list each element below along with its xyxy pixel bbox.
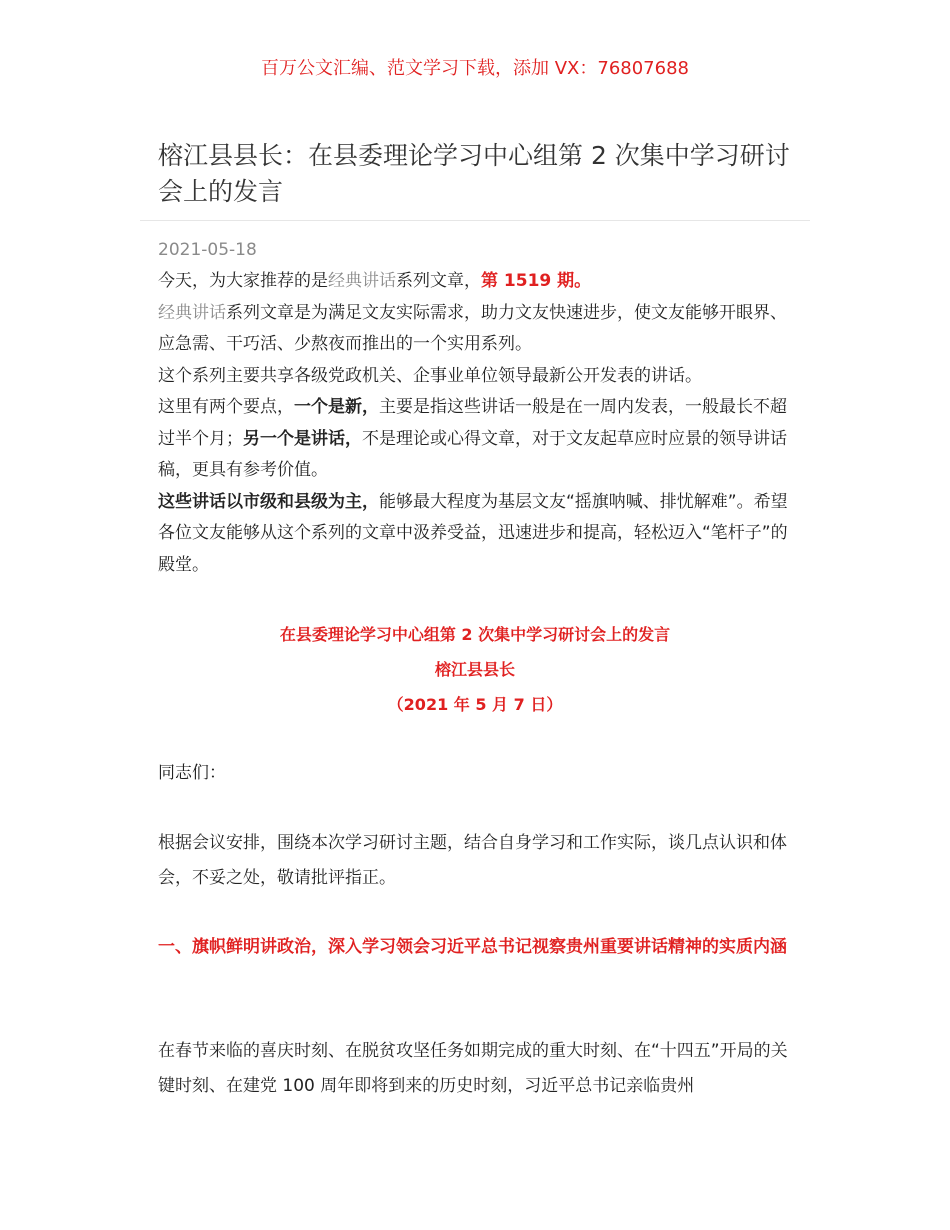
series-name: 经典讲话 xyxy=(158,302,226,323)
key-point-speech: 另一个是讲话， xyxy=(243,428,362,449)
issue-number: 第 1519 期。 xyxy=(481,271,592,291)
promo-banner: 百万公文汇编、范文学习下载，添加 VX：76807688 xyxy=(261,58,689,79)
article-title: 榕江县县长：在县委理论学习中心组第 2 次集中学习研讨会上的发言 xyxy=(158,141,790,206)
intro-paragraph-3: 这个系列主要共享各级党政机关、企事业单位领导最新公开发表的讲话。 xyxy=(158,365,702,386)
intro-paragraph-4 xyxy=(158,392,798,487)
intro-section xyxy=(158,266,798,581)
intro-paragraph-1 xyxy=(158,266,798,298)
intro-text: 不是理论或心得文章，对于文友起草应时应景的领导讲话稿，更具有参考价值。 xyxy=(158,428,787,480)
salutation: 同志们： xyxy=(158,763,226,783)
intro-text: 今天，为大家推荐的是 xyxy=(158,271,328,291)
article-date: 2021-05-18 xyxy=(158,240,257,260)
intro-paragraph-2 xyxy=(158,298,798,361)
series-name: 经典讲话 xyxy=(328,271,396,291)
section-1-paragraph: 在春节来临的喜庆时刻、在脱贫攻坚任务如期完成的重大时刻、在“十四五”开局的关键时刻、在建党 100 周年即将到来的历史时刻，习近平总书记亲临贵州 xyxy=(158,1041,788,1096)
speech-speaker: 榕江县县长 xyxy=(434,660,515,679)
intro-text: 能够最大程度为基层文友“摇旗呐喊、排忧解难”。希望各位文友能够从这个系列的文章中汲养受益，迅速进步和提高，轻松迈入“笔杆子”的殿堂。 xyxy=(158,491,788,575)
key-point-new: 一个是新， xyxy=(294,397,379,417)
focus-statement: 这些讲话以市级和县级为主， xyxy=(158,491,379,512)
opening-paragraph: 根据会议安排，围绕本次学习研讨主题，结合自身学习和工作实际，谈几点认识和体会，不妥之处，敬请批评指正。 xyxy=(158,833,787,888)
intro-text: 系列文章， xyxy=(396,271,481,291)
title-divider xyxy=(140,220,810,221)
intro-paragraph-5 xyxy=(158,487,798,582)
intro-text: 这里有两个要点， xyxy=(158,397,294,417)
intro-text: 主要是指这些讲话一般是在一周内发表，一般最长不超过半个月； xyxy=(158,397,787,449)
speech-heading: 在县委理论学习中心组第 2 次集中学习研讨会上的发言 xyxy=(279,625,671,644)
section-1-heading: 一、旗帜鲜明讲政治，深入学习领会习近平总书记视察贵州重要讲话精神的实质内涵 xyxy=(158,937,787,957)
speech-date: （2021 年 5 月 7 日） xyxy=(387,695,563,714)
intro-text: 系列文章是为满足文友实际需求，助力文友快速进步，使文友能够开眼界、应急需、干巧活、少熬夜而推出的一个实用系列。 xyxy=(158,302,787,354)
